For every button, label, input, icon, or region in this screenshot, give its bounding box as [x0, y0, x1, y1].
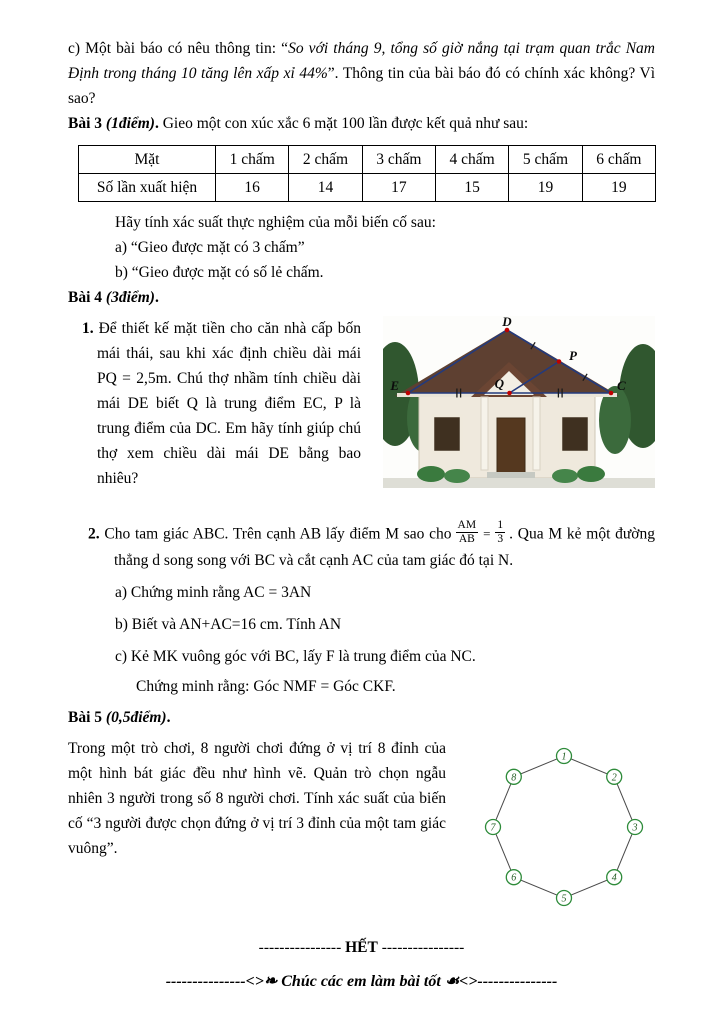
- bai4-question-2: [88, 521, 655, 573]
- fraction-numerator: AM: [456, 519, 479, 533]
- table-header-row: [79, 146, 656, 174]
- bai4-q1-text-block: [82, 316, 361, 491]
- bai4-heading: [68, 285, 655, 310]
- bai3-heading: [68, 111, 655, 136]
- bai4-question-1: [68, 316, 655, 493]
- window-left: [433, 416, 461, 452]
- bai5-dot: .: [166, 709, 171, 727]
- bai4-q2-item-c: c) Kẻ MK vuông góc với BC, lấy F là trung điểm của NC.: [115, 648, 476, 666]
- fraction-equals: =: [483, 526, 491, 542]
- bai3-points: (1điểm): [105, 115, 155, 132]
- question-c: [68, 36, 655, 111]
- bai5-heading: [68, 705, 655, 730]
- footer-wish-line: ---------------<>❧ Chúc các em làm bài tốt ☙<>---------------: [165, 973, 558, 991]
- bai5-points: (0,5điểm): [105, 709, 167, 727]
- table-value-cell: 17: [362, 174, 435, 202]
- bai4-q2-item-b: b) Biết và AN+AC=16 cm. Tính AN: [115, 616, 342, 634]
- octagon-vertex: [607, 770, 622, 785]
- octagon-vertex: [506, 770, 521, 785]
- table-header-cell: 2 chấm: [289, 146, 362, 174]
- bai3-label: Bài 3: [68, 115, 106, 132]
- vertex-number: 3: [632, 822, 638, 834]
- vertex-number: 6: [511, 873, 517, 885]
- bai3-item-a: a) “Gieo được mặt có 3 chấm”: [115, 239, 305, 256]
- label-P: P: [569, 348, 577, 363]
- table-value-cell: 15: [435, 174, 508, 202]
- bai4-q2-item-c-sub: Chứng minh rằng: Góc NMF = Góc CKF.: [136, 678, 396, 696]
- porch-column: [533, 397, 540, 470]
- label-C: C: [617, 378, 626, 393]
- bai4-q1-text: Để thiết kế mặt tiền cho căn nhà cấp bốn mái thái, sau khi xác định chiều dài mái PQ = 2,5m. Chú thợ nhầm tính chiều dài mái DE biết Q là trung điểm EC, P là trung điểm của DC. Em hãy tính giúp chú thợ xem chiều dài mái DE bằng bao nhiêu?: [97, 320, 362, 487]
- bai4-q2-item-a: a) Chứng minh rằng AC = 3AN: [115, 584, 312, 602]
- bai5-question: [68, 736, 655, 917]
- table-value-cell: 14: [289, 174, 362, 202]
- table-header-cell: 3 chấm: [362, 146, 435, 174]
- bai3-dot: .: [154, 115, 159, 132]
- footer-het-line: [68, 935, 655, 960]
- vertex-number: 1: [561, 751, 567, 763]
- octagon-vertices: [486, 749, 643, 906]
- question-c-quote: So với tháng 9, tổng số giờ nắng tại trạm quan trắc Nam Định trong tháng 10 tăng lên xấp xỉ 44%: [68, 40, 656, 82]
- bai4-q2-number: 2.: [88, 525, 100, 543]
- het-text: HẾT: [345, 939, 378, 957]
- fraction-1-3: [495, 519, 505, 546]
- point-E: [406, 391, 411, 396]
- vertex-number: 4: [611, 873, 617, 885]
- table-value-cell: 16: [216, 174, 289, 202]
- bai5-text-block: [68, 736, 446, 861]
- bai5-paragraph: Trong một trò chơi, 8 người chơi đứng ở vị trí 8 đỉnh của một hình bát giác đều như hình vẽ. Quản trò chọn ngẫu nhiên 3 người trong số 8 người chơi. Tính xác suất của biến cố “3 người được chọn đứng ở vị trí 3 đỉnh của một tam giác vuông”.: [68, 740, 446, 858]
- table-value-cell: 19: [582, 174, 655, 202]
- label-D: D: [502, 316, 512, 329]
- bai5-label: Bài 5: [68, 709, 106, 727]
- bai3-intro: Gieo một con xúc xắc 6 mặt 100 lần được kết quả như sau:: [158, 115, 529, 132]
- het-dashes-right: ----------------: [381, 939, 465, 957]
- fraction-denominator: AB: [458, 533, 475, 546]
- table-value-row: [79, 174, 656, 202]
- table-header-cell: 5 chấm: [509, 146, 582, 174]
- het-dashes-left: ----------------: [258, 939, 342, 957]
- vertex-number: 5: [561, 893, 567, 905]
- table-value-cell: 19: [509, 174, 582, 202]
- bai4-q1-number: 1.: [82, 320, 94, 337]
- table-header-cell: Mặt: [79, 146, 216, 174]
- dice-results-table: [78, 145, 656, 202]
- vertex-number: 8: [511, 772, 517, 784]
- point-Q: [507, 391, 512, 396]
- house-photo-illustration: [383, 316, 655, 488]
- octagon-vertex: [557, 749, 572, 764]
- point-C: [609, 391, 614, 396]
- fraction-numerator: 1: [495, 519, 505, 533]
- bai3-task: Hãy tính xác suất thực nghiệm của mỗi biến cố sau:: [115, 214, 436, 231]
- octagon-vertex: [607, 870, 622, 885]
- question-c-prefix: c) Một bài báo có nêu thông tin: “: [68, 40, 289, 57]
- fraction-AM-AB: [456, 519, 479, 546]
- bai4-dot: .: [154, 289, 159, 306]
- label-E: E: [390, 378, 399, 393]
- table-header-cell: 1 chấm: [216, 146, 289, 174]
- octagon-diagram: [478, 742, 650, 912]
- bai4-label: Bài 4: [68, 289, 106, 306]
- table-header-cell: 4 chấm: [435, 146, 508, 174]
- octagon-vertex: [506, 870, 521, 885]
- bai3-item-b: b) “Gieo được mặt có số lẻ chấm.: [115, 264, 324, 281]
- vertex-number: 2: [611, 772, 617, 784]
- table-value-cell: Số lần xuất hiện: [79, 174, 216, 202]
- octagon-figure: [478, 742, 650, 917]
- house-figure: [383, 316, 655, 493]
- point-P: [557, 359, 562, 364]
- porch-column: [481, 397, 488, 470]
- bai4-q2-after: . Qua M kẻ một đường thẳng d song song với BC và cắt cạnh AC của tam giác đó tại N.: [114, 525, 655, 570]
- front-door: [497, 418, 525, 474]
- label-Q: Q: [494, 376, 504, 391]
- bai4-q2-before: Cho tam giác ABC. Trên cạnh AB lấy điểm M sao cho: [104, 525, 452, 543]
- bai4-q1-paragraph: [82, 316, 361, 491]
- octagon-vertex: [628, 820, 643, 835]
- question-c-suffix: ”. Thông tin của bài báo đó có chính xác không? Vì sao?: [68, 65, 655, 107]
- octagon-vertex: [486, 820, 501, 835]
- table-header-cell: 6 chấm: [582, 146, 655, 174]
- fraction-denominator: 3: [497, 533, 504, 546]
- octagon-vertex: [557, 891, 572, 906]
- bai4-points: (3điểm): [105, 289, 155, 306]
- window-right: [561, 416, 589, 452]
- vertex-number: 7: [490, 822, 496, 834]
